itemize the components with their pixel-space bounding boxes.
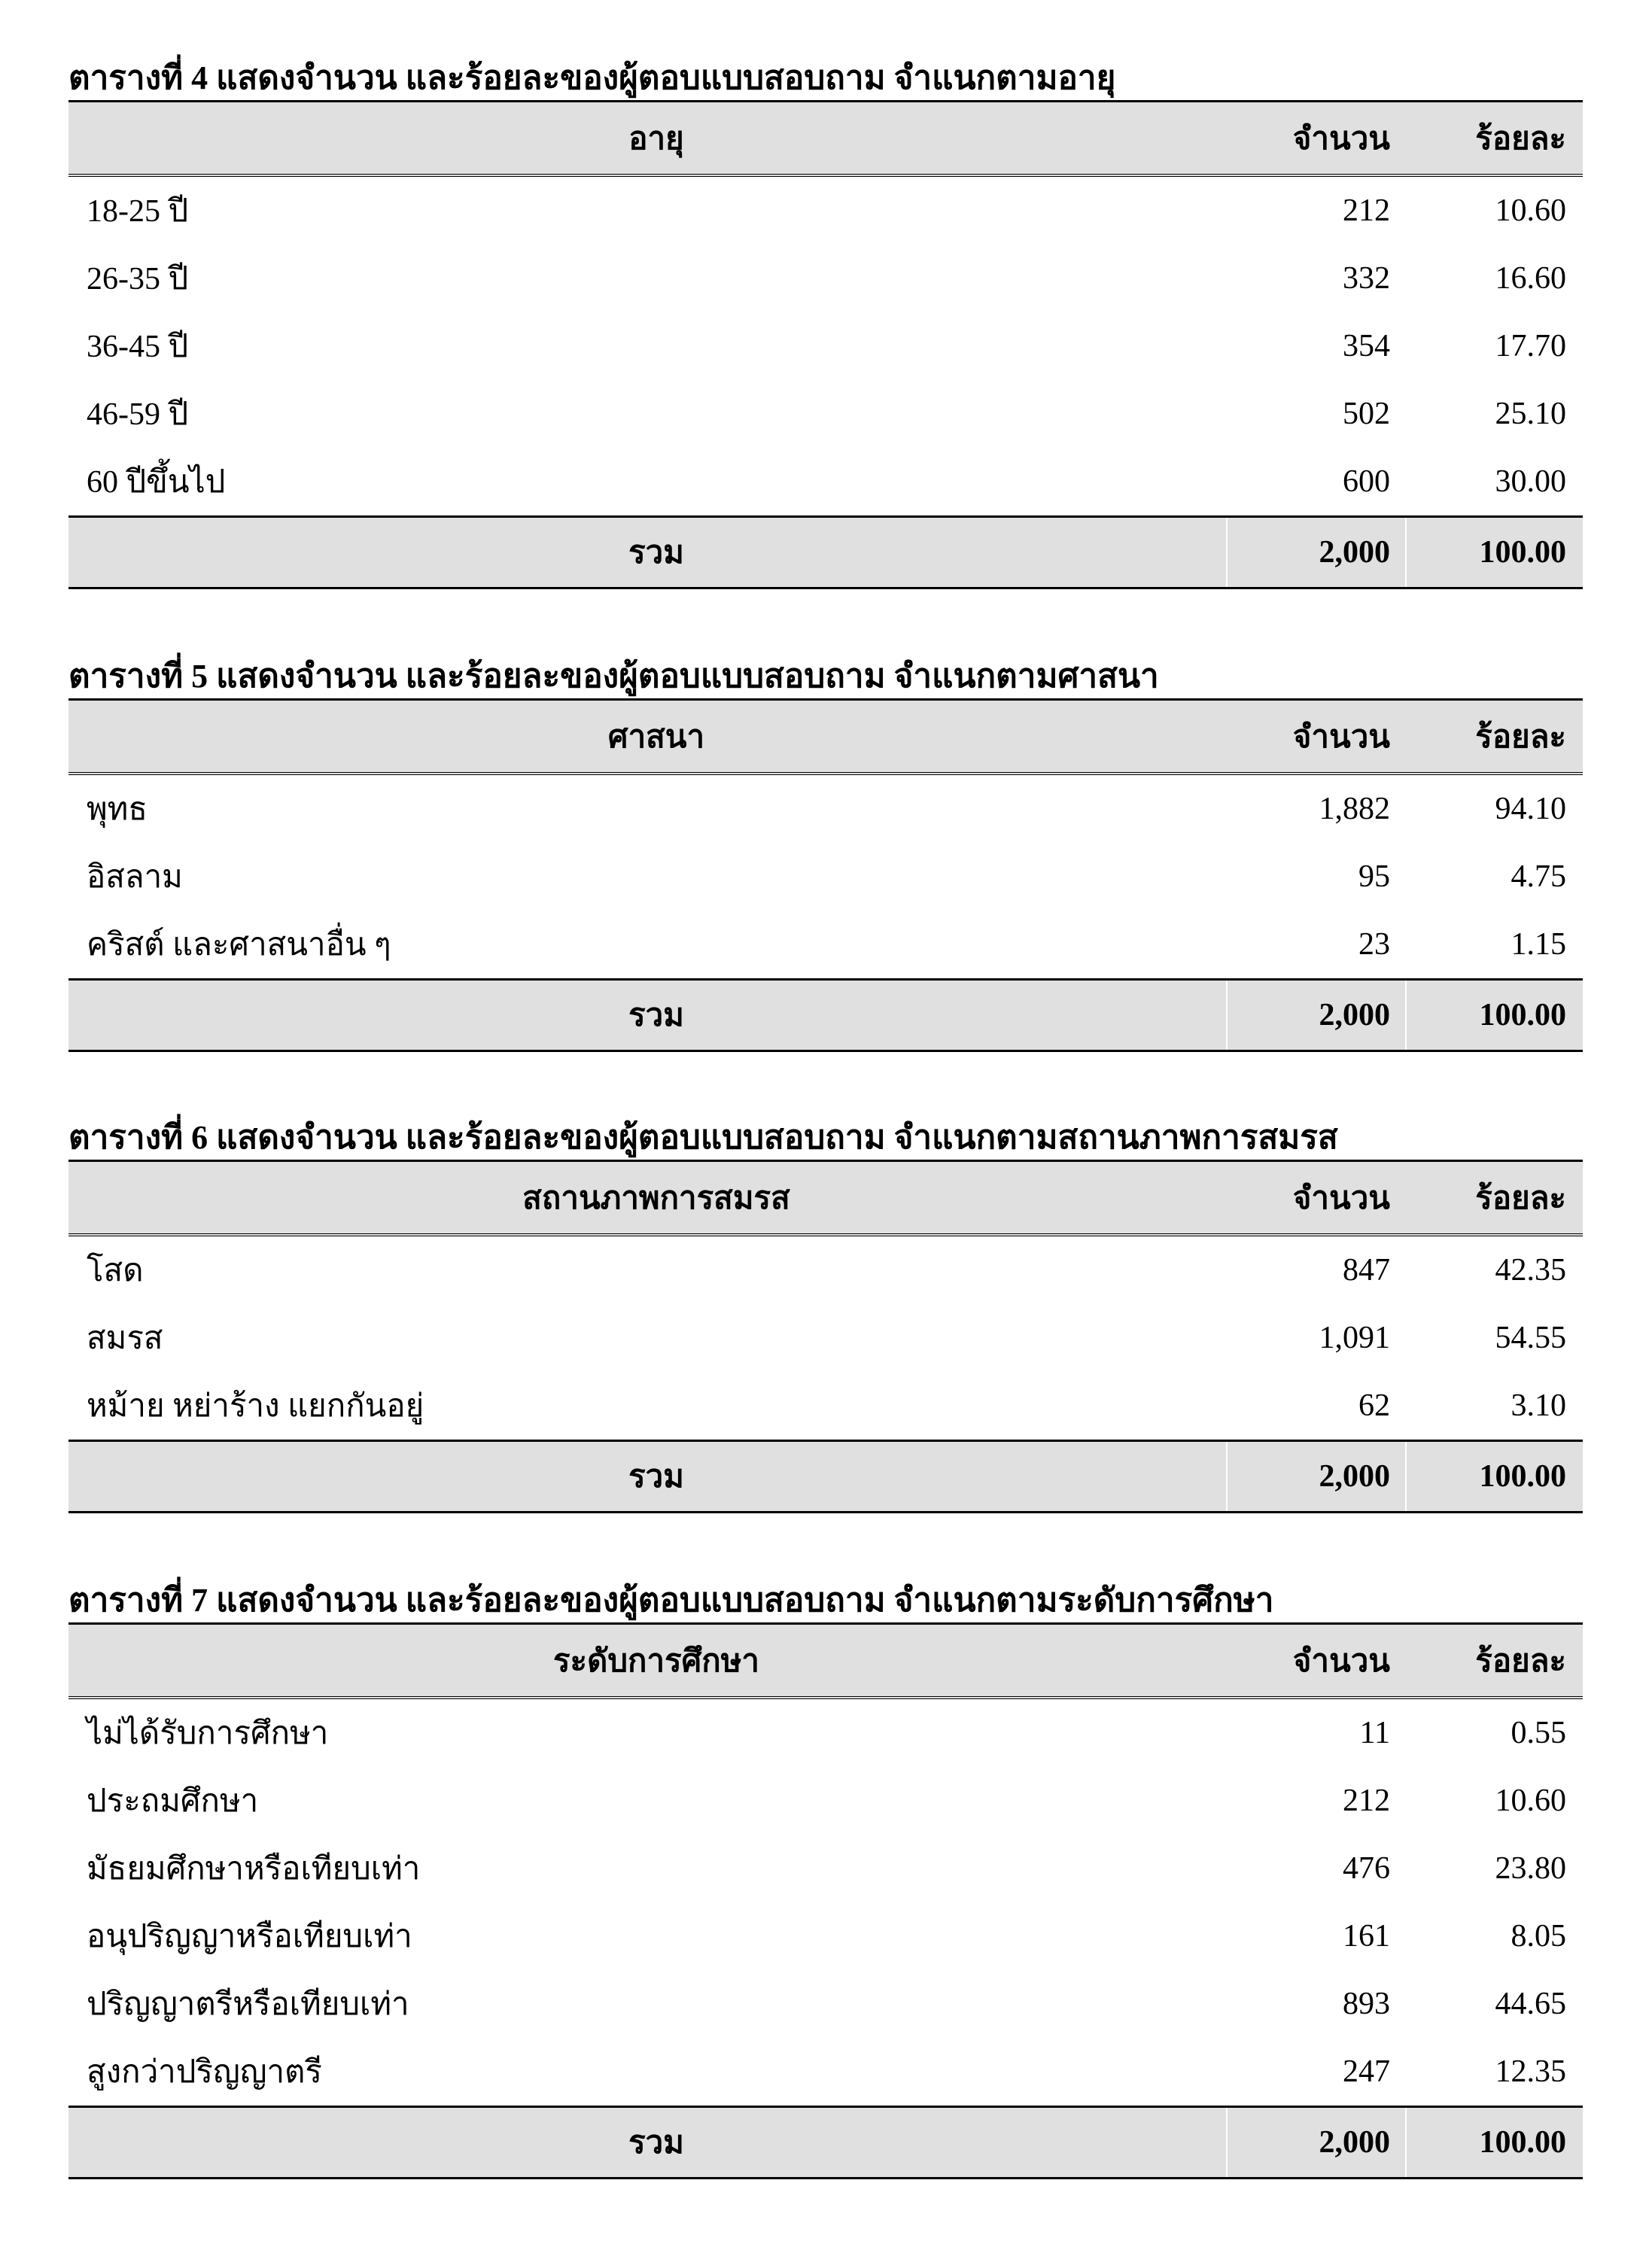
table-row [68,1236,1583,1304]
table-cell: สมรส [87,1321,163,1356]
table-cell: 1.15 [1511,927,1566,962]
table-cell: 54.55 [1495,1321,1566,1355]
table-cell: อิสลาม [87,860,183,895]
table-section-4 [68,56,1583,589]
table-row [68,1304,1583,1372]
table-cell: 847 [1343,1253,1390,1288]
table-cell: ระดับการศึกษา [553,1643,759,1679]
table-cell: 23 [1358,927,1390,962]
table-row [68,1902,1583,1970]
table-cell: 600 [1343,464,1390,499]
table-row [68,1970,1583,2038]
table-cell: 161 [1343,1919,1390,1954]
table-total-row [68,2106,1583,2179]
table-row [68,1767,1583,1835]
table-cell: ร้อยละ [1475,1181,1566,1216]
table-cell: 100.00 [1405,1442,1583,1511]
table-cell: พุทธ [87,792,148,827]
table-header-row [68,1160,1583,1236]
table-total-row [68,515,1583,589]
table-header-row [68,100,1583,177]
data-table [68,698,1583,1052]
table-total-row [68,1440,1583,1513]
table-row [68,448,1583,515]
table-cell: ประถมศึกษา [87,1784,259,1819]
table-cell: รวม [628,536,684,570]
data-table [68,100,1583,589]
table-row [68,1372,1583,1440]
table-cell: 12.35 [1495,2054,1566,2089]
table-row [68,775,1583,843]
table-cell: 502 [1343,397,1390,431]
table-cell: จำนวน [1292,719,1390,755]
data-table [68,1622,1583,2179]
table-cell: 8.05 [1511,1919,1566,1954]
table-section-5 [68,655,1583,1052]
table-cell: 95 [1358,859,1390,894]
table-cell: 4.75 [1511,859,1566,894]
table-row [68,312,1583,380]
table-cell: 11 [1359,1716,1390,1750]
table-cell: 25.10 [1495,397,1566,431]
table-row [68,1699,1583,1767]
table-cell: 2,000 [1226,1442,1405,1511]
table-cell: 2,000 [1226,518,1405,587]
table-section-7 [68,1579,1583,2179]
table-cell: สูงกว่าปริญญาตรี [87,2055,322,2090]
table-cell: รวม [628,999,684,1033]
table-title: ตารางที่ 6 แสดงจำนวน และร้อยละของผู้ตอบแบบสอบถาม จำแนกตามสถานภาพการสมรส [68,1119,1338,1156]
table-cell: อนุปริญญาหรือเทียบเท่า [87,1920,412,1954]
table-row [68,245,1583,312]
table-cell: 893 [1343,1987,1390,2021]
table-cell: 212 [1343,193,1390,228]
table-cell: 212 [1343,1783,1390,1818]
table-cell: 26-35 ปี [87,262,189,296]
table-cell: 36-45 ปี [87,330,189,364]
table-cell: 30.00 [1495,464,1566,499]
table-title: ตารางที่ 7 แสดงจำนวน และร้อยละของผู้ตอบแบบสอบถาม จำแนกตามระดับการศึกษา [68,1582,1274,1619]
table-cell: 332 [1343,261,1390,296]
table-cell: 62 [1358,1388,1390,1423]
table-cell: จำนวน [1292,1181,1390,1216]
table-cell: รวม [628,1460,684,1494]
table-cell: 100.00 [1405,981,1583,1050]
data-table [68,1160,1583,1513]
table-cell: มัธยมศึกษาหรือเทียบเท่า [87,1852,421,1887]
table-cell: หม้าย หย่าร้าง แยกกันอยู่ [87,1389,424,1424]
table-cell: 23.80 [1495,1851,1566,1886]
table-cell: 94.10 [1495,792,1566,826]
table-header-row [68,1622,1583,1699]
table-row [68,2038,1583,2106]
table-row [68,1835,1583,1902]
table-cell: 0.55 [1511,1716,1566,1750]
table-header-row [68,698,1583,775]
table-cell: โสด [87,1254,144,1288]
table-cell: 46-59 ปี [87,397,189,432]
table-cell: คริสต์ และศาสนาอื่น ๆ [87,928,391,962]
table-cell: 354 [1343,329,1390,363]
table-cell: ปริญญาตรีหรือเทียบเท่า [87,1987,409,2022]
table-cell: 247 [1343,2054,1390,2089]
table-cell: 42.35 [1495,1253,1566,1288]
table-total-row [68,978,1583,1052]
table-cell: 3.10 [1511,1388,1566,1423]
table-cell: 60 ปีขึ้นไป [87,465,226,500]
table-cell: 18-25 ปี [87,194,189,229]
table-title: ตารางที่ 4 แสดงจำนวน และร้อยละของผู้ตอบแบบสอบถาม จำแนกตามอายุ [68,59,1116,96]
table-cell: 2,000 [1226,2108,1405,2177]
table-row [68,911,1583,978]
table-cell: สถานภาพการสมรส [522,1181,790,1216]
table-cell: 100.00 [1405,2108,1583,2177]
table-cell: 1,091 [1319,1321,1390,1355]
table-cell: 2,000 [1226,981,1405,1050]
table-cell: ไม่ได้รับการศึกษา [87,1716,329,1751]
table-cell: ร้อยละ [1475,121,1566,157]
table-cell: อายุ [628,121,684,157]
table-cell: รวม [628,2126,684,2160]
table-cell: จำนวน [1292,121,1390,157]
table-row [68,177,1583,245]
table-cell: 10.60 [1495,193,1566,228]
table-cell: 17.70 [1495,329,1566,363]
table-cell: 1,882 [1319,792,1390,826]
table-cell: 10.60 [1495,1783,1566,1818]
table-row [68,380,1583,448]
table-title: ตารางที่ 5 แสดงจำนวน และร้อยละของผู้ตอบแบบสอบถาม จำแนกตามศาสนา [68,658,1159,695]
table-cell: 476 [1343,1851,1390,1886]
table-cell: 44.65 [1495,1987,1566,2021]
table-cell: 16.60 [1495,261,1566,296]
table-cell: 100.00 [1405,518,1583,587]
table-row [68,843,1583,911]
table-cell: ศาสนา [607,719,705,755]
table-cell: จำนวน [1292,1643,1390,1679]
table-cell: ร้อยละ [1475,719,1566,755]
table-cell: ร้อยละ [1475,1643,1566,1679]
table-section-6 [68,1116,1583,1513]
